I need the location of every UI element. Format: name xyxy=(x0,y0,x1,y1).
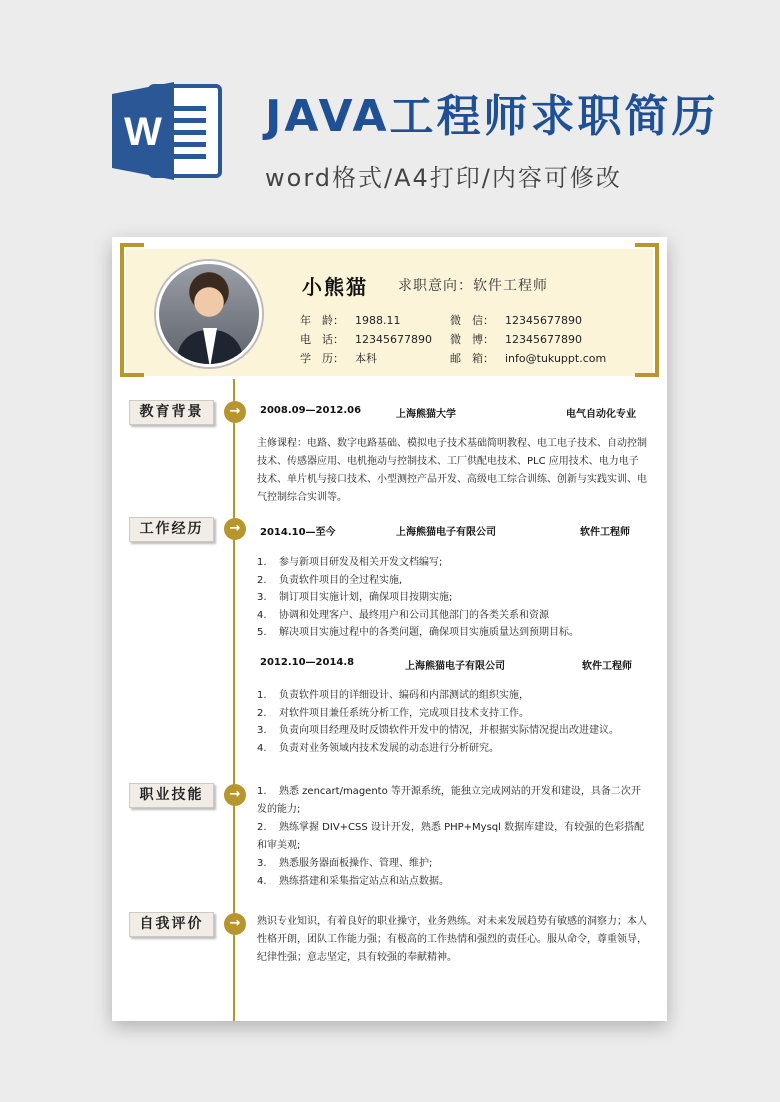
word-icon xyxy=(112,82,222,180)
arrow-icon: → xyxy=(224,913,246,935)
candidate-name: 小熊猫 xyxy=(302,275,368,299)
section-label-self: 自我评价 xyxy=(129,912,214,937)
svg-text:W: W xyxy=(124,110,162,154)
info-wechat: 微 信： 12345677890 xyxy=(450,314,582,327)
list-item: 5. 解决项目实施过程中的各类问题，确保项目实施质量达到预期目标。 xyxy=(257,627,579,638)
list-item: 4. 协调和处理客户、最终用户和公司其他部门的各类关系和资源 xyxy=(257,609,549,621)
list-item: 1. 参与新项目研发及相关开发文档编写; xyxy=(257,557,443,568)
job2-duties xyxy=(257,687,647,757)
list-item: 4. 熟练搭建和采集指定站点和站点数据。 xyxy=(257,876,449,887)
banner-subtitle: word格式/A4打印/内容可修改 xyxy=(265,164,622,192)
edu-courses: 主修课程：电路、数字电路基础、模拟电子技术基础简明教程、电工电子技术、自动控制技术、传感器应用、电机拖动与控制技术、工厂供配电技术、PLC 应用技术、电力电子技术、单片机与接口技术、小型测控产品开发、高级电工综合训练、创新与实践实训、电气控制综合实训等。 xyxy=(257,438,647,503)
job2-date: 2012.10—2014.8 xyxy=(260,657,355,668)
edu-date: 2008.09—2012.06 xyxy=(260,405,362,416)
info-email: 邮 箱： info@tukuppt.com xyxy=(450,352,607,365)
list-item: 3. 制订项目实施计划，确保项目按期实施; xyxy=(257,592,453,603)
list-item: 4. 负责对业务领域内技术发展的动态进行分析研究。 xyxy=(257,742,499,754)
list-item: 1. 熟悉 zencart/magento 等开源系统，能独立完成网站的开发和建设，具备二次开发的能力; xyxy=(257,786,641,815)
list-item: 3. 熟悉服务器面板操作、管理、维护; xyxy=(257,858,433,869)
edu-major: 电气自动化专业 xyxy=(566,409,636,420)
job1-duties xyxy=(257,554,647,642)
skills-list xyxy=(257,783,647,891)
job-intent: 求职意向：软件工程师 xyxy=(398,278,548,294)
list-item: 3. 负责向项目经理及时反馈软件开发中的情况，并根据实际情况提出改进建议。 xyxy=(257,725,619,736)
info-weibo: 微 博： 12345677890 xyxy=(450,333,582,346)
job1-company: 上海熊猫电子有限公司 xyxy=(396,527,496,538)
list-item: 2. 对软件项目兼任系统分析工作，完成项目技术支持工作。 xyxy=(257,707,529,719)
banner-title: JAVA工程师求职简历 xyxy=(265,91,719,142)
resume-sheet xyxy=(112,237,667,1021)
job1-title: 软件工程师 xyxy=(580,527,630,538)
section-label-skills: 职业技能 xyxy=(129,783,214,808)
list-item: 2. 负责软件项目的全过程实施, xyxy=(257,574,403,586)
list-item: 1. 负责软件项目的详细设计、编码和内部测试的组织实施， xyxy=(257,690,529,701)
info-education: 学 历： 本科 xyxy=(300,352,377,365)
info-age: 年 龄： 1988.11 xyxy=(300,314,401,327)
info-phone: 电 话： 12345677890 xyxy=(300,333,432,346)
avatar xyxy=(156,261,262,367)
self-evaluation: 熟识专业知识，有着良好的职业操守，业务熟练。对未来发展趋势有敏感的洞察力；本人性格开朗，团队工作能力强；有极高的工作热情和强烈的责任心。服从命令，尊重领导，纪律性强；意志坚定，具有较强的奉献精神。 xyxy=(257,916,647,963)
arrow-icon: → xyxy=(224,784,246,806)
job2-company: 上海熊猫电子有限公司 xyxy=(405,661,505,672)
arrow-icon: → xyxy=(224,518,246,540)
list-item: 2. 熟练掌握 DIV+CSS 设计开发，熟悉 PHP+Mysql 数据库建设，有较强的色彩搭配和审美观; xyxy=(257,822,645,851)
section-label-education: 教育背景 xyxy=(129,400,214,425)
right-bracket xyxy=(635,243,659,377)
arrow-icon: → xyxy=(224,401,246,423)
section-label-work: 工作经历 xyxy=(129,517,214,542)
edu-school: 上海熊猫大学 xyxy=(396,409,456,420)
job2-title: 软件工程师 xyxy=(582,661,632,672)
left-bracket xyxy=(120,243,144,377)
job1-date: 2014.10—至今 xyxy=(260,527,336,538)
